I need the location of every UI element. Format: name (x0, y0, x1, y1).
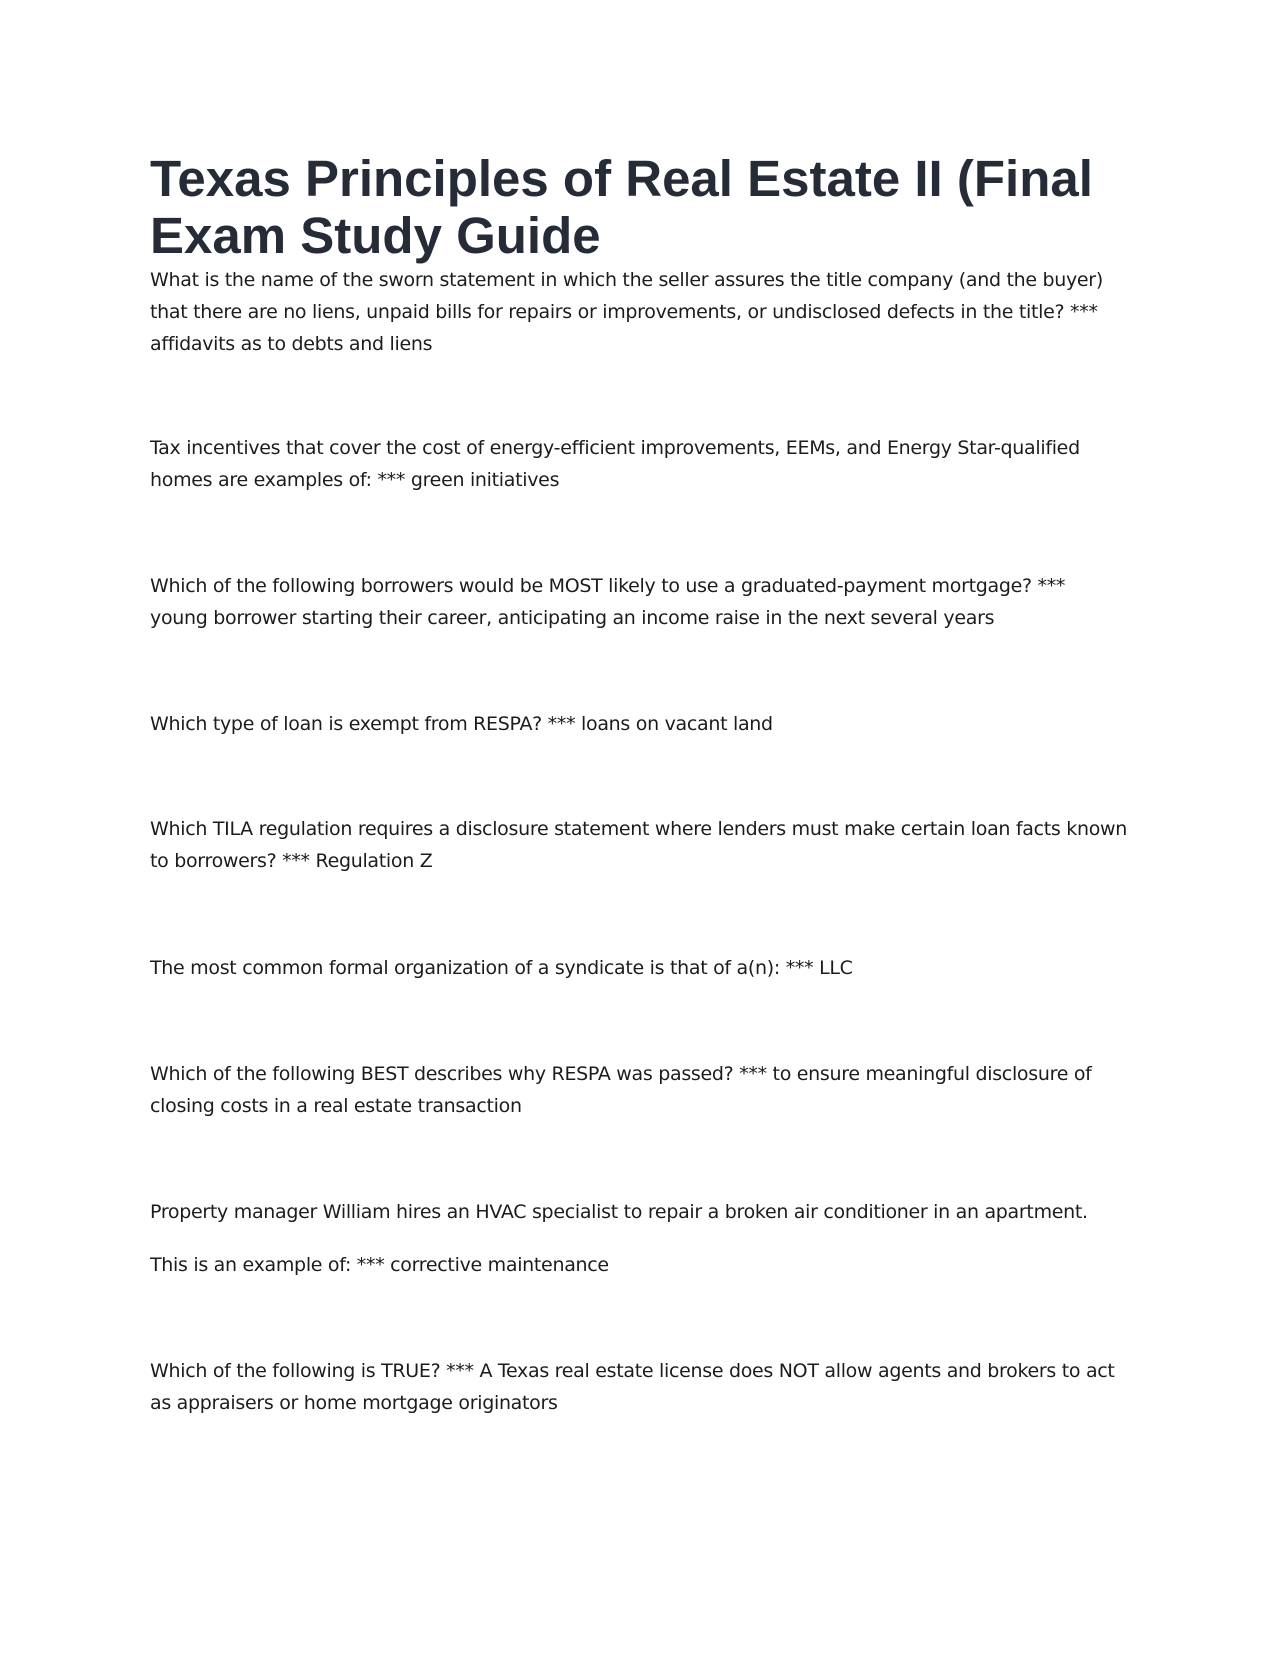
question-text: Which TILA regulation requires a disclosure statement where lenders must make certain loan facts known to borrowers? *** (150, 818, 1128, 872)
answer-text: young borrower starting their career, anticipating an income raise in the next several years (150, 607, 995, 629)
answer-text: Regulation Z (315, 850, 433, 872)
question-text: What is the name of the sworn statement in which the seller assures the title company (and the buyer) that there are no liens, unpaid bills for repairs or improvements, or undisclosed defects in the title? *** (150, 269, 1103, 323)
page-title: Texas Principles of Real Estate II (Final Exam Study Guide (150, 150, 1093, 264)
qa-item-2 (150, 432, 1140, 496)
question-text: Which of the following borrowers would be MOST likely to use a graduated-payment mortgage? *** (150, 575, 1066, 597)
qa-item-8 (150, 1196, 1140, 1228)
question-text: The most common formal organization of a syndicate is that of a(n): *** (150, 957, 814, 979)
answer-text: A Texas real estate license does NOT allow agents and brokers to act as appraisers or home mortgage originators (150, 1360, 1115, 1414)
question-text: Which type of loan is exempt from RESPA? *** (150, 713, 576, 735)
qa-item-5 (150, 813, 1140, 877)
question-text: Which of the following BEST describes why RESPA was passed? *** (150, 1063, 767, 1085)
qa-item-6 (150, 952, 1140, 984)
qa-item-8-cont (150, 1249, 1140, 1281)
question-text: Property manager William hires an HVAC specialist to repair a broken air conditioner in an apartment. (150, 1201, 1088, 1223)
answer-text: to ensure meaningful disclosure of closing costs in a real estate transaction (150, 1063, 1092, 1117)
qa-item-4 (150, 708, 1140, 740)
answer-text: affidavits as to debts and liens (150, 333, 433, 355)
answer-text: green initiatives (410, 469, 560, 491)
question-text: This is an example of: *** (150, 1254, 385, 1276)
question-text: Which of the following is TRUE? *** (150, 1360, 474, 1382)
qa-item-7 (150, 1058, 1140, 1122)
qa-item-1 (150, 264, 1140, 360)
qa-item-3 (150, 570, 1140, 634)
qa-item-9 (150, 1355, 1140, 1419)
answer-text: corrective maintenance (390, 1254, 609, 1276)
question-text: Tax incentives that cover the cost of energy-efficient improvements, EEMs, and Energy Star-qualified homes are examples of: *** (150, 437, 1080, 491)
answer-text: loans on vacant land (581, 713, 773, 735)
answer-text: LLC (819, 957, 853, 979)
